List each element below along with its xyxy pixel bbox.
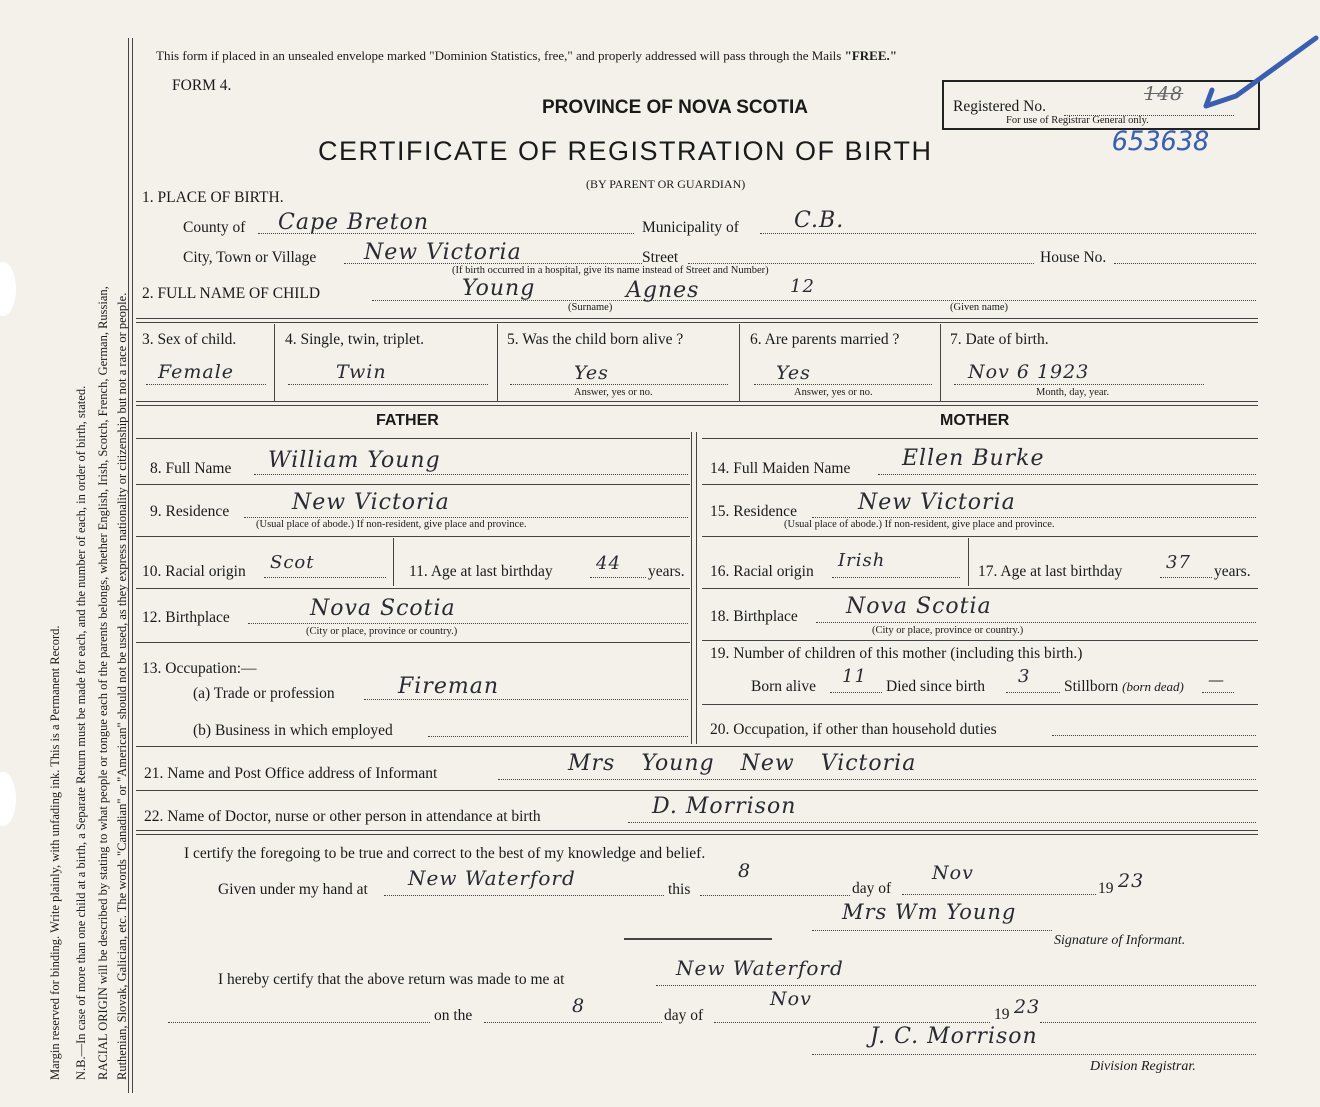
margin-note-binding: Margin reserved for binding. Write plainly, with unfading ink. This is a Permanent Record.: [48, 625, 62, 1080]
parents-married-label: 6. Are parents married ?: [750, 331, 900, 348]
margin-note-racial-origin-2: Ruthenian, Slovak, Galician, etc. The words "Canadian" or "American" should not be used, as they express nationality or citizenship but not a race or people.: [115, 292, 129, 1080]
registrar-day-of-label: day of: [664, 1007, 704, 1024]
registrar-year-prefix: 19: [994, 1006, 1010, 1023]
county-value[interactable]: Cape Breton: [278, 210, 430, 235]
dob-caption: Month, day, year.: [1036, 387, 1110, 398]
mail-notice: This form if placed in an unsealed envelope marked "Dominion Statistics, free," and properly addressed will pass through the Mails "FREE.": [156, 48, 897, 63]
informant-label: 21. Name and Post Office address of Informant: [144, 765, 438, 782]
child-name-label: 2. FULL NAME OF CHILD: [142, 285, 321, 302]
child-given-value[interactable]: Agnes: [626, 278, 700, 303]
mother-racial-value[interactable]: Irish: [838, 550, 886, 571]
registered-label: Registered No.: [953, 98, 1046, 115]
mother-occupation-label: 20. Occupation, if other than household duties: [710, 721, 997, 738]
parents-married-value[interactable]: Yes: [776, 362, 811, 384]
stamped-number: 653638: [1112, 126, 1210, 157]
father-trade-label: (a) Trade or profession: [193, 685, 335, 702]
given-name-caption: (Given name): [950, 302, 1009, 313]
doctor-label: 22. Name of Doctor, nurse or other person in attendance at birth: [144, 808, 541, 825]
city-value[interactable]: New Victoria: [364, 240, 522, 265]
father-business-label: (b) Business in which employed: [193, 722, 393, 739]
binding-rule-2: [132, 38, 133, 1093]
given-place-value[interactable]: New Waterford: [408, 866, 576, 890]
given-under-hand-label: Given under my hand at: [218, 881, 368, 898]
check-stroke: [1206, 38, 1316, 106]
stillborn-value[interactable]: —: [1208, 670, 1225, 689]
place-of-birth-label: 1. PLACE OF BIRTH.: [142, 189, 284, 206]
parents-divider-2: [696, 432, 697, 744]
margin-note-racial-origin: RACIAL ORIGIN will be described by stating to what people or tongue each of the parents belongs, whether English, Irish, Scotch, French, German, Russian,: [96, 286, 110, 1080]
sex-value[interactable]: Female: [158, 361, 235, 383]
born-alive-count-label: Born alive: [751, 678, 816, 695]
died-since-birth-value[interactable]: 3: [1018, 666, 1031, 687]
mother-residence-label: 15. Residence: [710, 503, 797, 520]
father-racial-value[interactable]: Scot: [270, 552, 315, 573]
mother-birthplace-label: 18. Birthplace: [710, 608, 798, 625]
cert-day-value[interactable]: 8: [738, 860, 752, 882]
mother-age-value[interactable]: 37: [1166, 552, 1191, 573]
father-occupation-label: 13. Occupation:—: [142, 660, 257, 677]
house-number-label: House No.: [1040, 249, 1107, 266]
registered-number: 148: [1144, 83, 1184, 105]
sex-label: 3. Sex of child.: [142, 331, 237, 348]
father-racial-label: 10. Racial origin: [142, 563, 246, 580]
father-birthplace-caption: (City or place, province or country.): [306, 626, 458, 637]
binding-hole-bottom: [0, 772, 16, 826]
registrar-statement: I hereby certify that the above return was made to me at: [218, 971, 565, 988]
father-age-value[interactable]: 44: [596, 553, 621, 574]
stillborn-note: (born dead): [1122, 679, 1184, 694]
certificate-title: CERTIFICATE OF REGISTRATION OF BIRTH: [318, 136, 933, 166]
father-residence-label: 9. Residence: [150, 503, 230, 520]
binding-hole-top: [0, 262, 16, 316]
father-name-value[interactable]: William Young: [268, 448, 441, 473]
rule-after-row: [136, 401, 1258, 406]
hospital-note: (If birth occurred in a hospital, give its name instead of Street and Number): [452, 265, 769, 276]
multiple-birth-label: 4. Single, twin, triplet.: [285, 331, 425, 348]
father-birthplace-value[interactable]: Nova Scotia: [310, 596, 456, 621]
registrar-place-value[interactable]: New Waterford: [676, 956, 844, 980]
margin-note-multiple-births: N.B.—In case of more than one child at a birth, a Separate Return must be made for each, and the number of each, in order of birth, stated.: [74, 385, 88, 1080]
cert-year-prefix: 19: [1098, 880, 1114, 897]
father-name-label: 8. Full Name: [150, 460, 232, 477]
street-label: Street: [642, 249, 679, 266]
parents-divider-1: [691, 432, 692, 744]
blue-check-mark: [1196, 30, 1320, 120]
mother-heading: MOTHER: [940, 412, 1010, 429]
multiple-birth-value[interactable]: Twin: [336, 361, 387, 383]
cert-year-value[interactable]: 23: [1118, 870, 1145, 892]
father-age-label: 11. Age at last birthday: [409, 563, 553, 580]
mother-residence-caption: (Usual place of abode.) If non-resident, give place and province.: [784, 519, 1055, 530]
registrar-month-value[interactable]: Nov: [770, 988, 812, 1010]
city-label: City, Town or Village: [183, 249, 317, 266]
this-label: this: [668, 881, 691, 898]
doctor-value[interactable]: D. Morrison: [652, 794, 797, 819]
mother-birthplace-value[interactable]: Nova Scotia: [846, 594, 992, 619]
county-label: County of: [183, 219, 246, 236]
municipality-value[interactable]: C.B.: [794, 208, 845, 233]
mother-birthplace-caption: (City or place, province or country.): [872, 625, 1024, 636]
registrar-caption: Division Registrar.: [1090, 1059, 1196, 1074]
father-birthplace-label: 12. Birthplace: [142, 609, 230, 626]
born-alive-value[interactable]: Yes: [574, 362, 609, 384]
mother-age-unit: years.: [1214, 563, 1251, 580]
father-residence-caption: (Usual place of abode.) If non-resident, give place and province.: [256, 519, 527, 530]
informant-value[interactable]: Mrs Young New Victoria: [568, 751, 917, 776]
married-caption: Answer, yes or no.: [794, 387, 873, 398]
mother-age-label: 17. Age at last birthday: [978, 563, 1123, 580]
province-heading: PROVINCE OF NOVA SCOTIA: [542, 97, 809, 118]
father-heading: FATHER: [376, 412, 439, 429]
mother-name-value[interactable]: Ellen Burke: [902, 446, 1045, 471]
rule-after-doctor: [136, 830, 1258, 835]
surname-caption: (Surname): [568, 302, 613, 313]
mother-racial-label: 16. Racial origin: [710, 563, 814, 580]
born-alive-count-value[interactable]: 11: [842, 666, 867, 687]
alive-caption: Answer, yes or no.: [574, 387, 653, 398]
child-surname-value[interactable]: Young: [462, 276, 536, 301]
rule-after-name: [136, 318, 1258, 323]
informant-signature-caption: Signature of Informant.: [1054, 933, 1186, 948]
child-extra-mark: 12: [790, 276, 815, 297]
registrar-note: For use of Registrar General only.: [1006, 115, 1149, 126]
children-count-label: 19. Number of children of this mother (including this birth.): [710, 645, 1083, 662]
registrar-year-value[interactable]: 23: [1014, 996, 1041, 1018]
certify-statement: I certify the foregoing to be true and correct to the best of my knowledge and belief.: [184, 845, 706, 862]
dob-label: 7. Date of birth.: [950, 331, 1049, 348]
mother-name-label: 14. Full Maiden Name: [710, 460, 851, 477]
father-residence-value[interactable]: New Victoria: [292, 490, 450, 515]
cert-month-value[interactable]: Nov: [932, 862, 974, 884]
registrar-signature[interactable]: J. C. Morrison: [870, 1024, 1038, 1049]
father-age-unit: years.: [648, 563, 685, 580]
form-number: FORM 4.: [172, 77, 232, 94]
informant-signature[interactable]: Mrs Wm Young: [842, 900, 1017, 924]
on-the-label: on the: [434, 1007, 473, 1024]
died-since-birth-label: Died since birth: [886, 678, 986, 695]
binding-rule-1: [128, 38, 129, 1093]
cert-day-of-label: day of: [852, 880, 892, 897]
stillborn-label: Stillborn (born dead): [1064, 678, 1184, 695]
father-trade-value[interactable]: Fireman: [398, 674, 499, 699]
municipality-label: Municipality of: [642, 219, 739, 236]
mother-residence-value[interactable]: New Victoria: [858, 490, 1016, 515]
dob-value[interactable]: Nov 6 1923: [968, 361, 1090, 383]
center-separator: [624, 938, 772, 940]
certificate-subtitle: (BY PARENT OR GUARDIAN): [586, 177, 746, 191]
born-alive-label: 5. Was the child born alive ?: [507, 331, 684, 348]
registrar-day-value[interactable]: 8: [572, 995, 586, 1017]
